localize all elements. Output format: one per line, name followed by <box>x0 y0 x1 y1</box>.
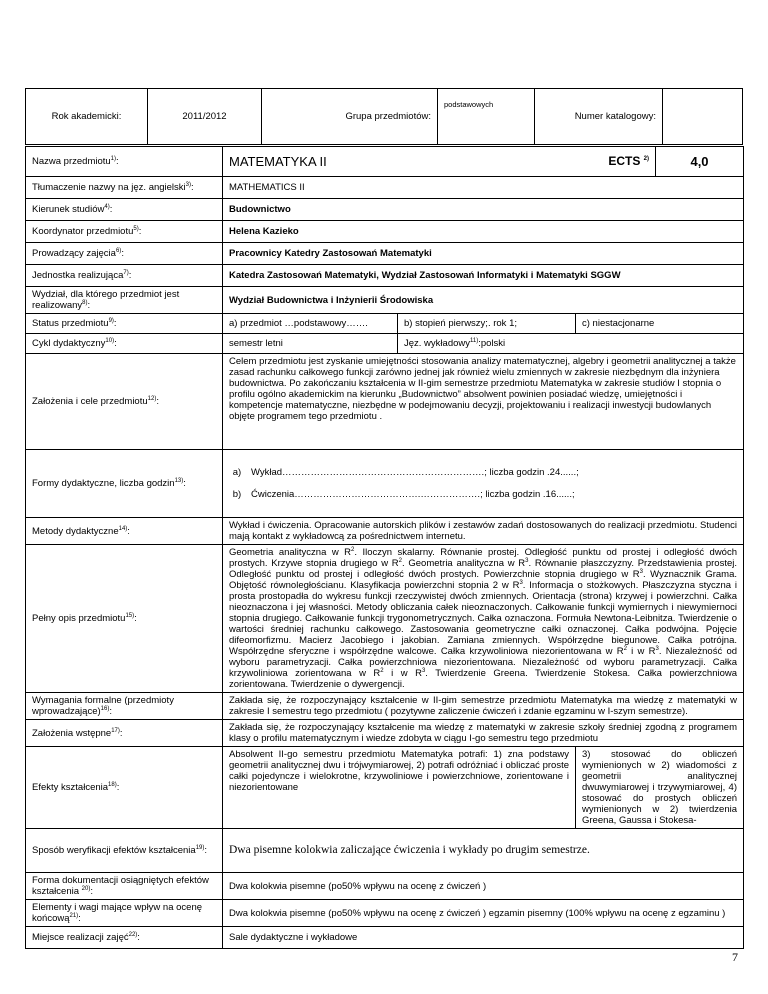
header-table <box>25 88 743 145</box>
row-efekty <box>26 747 744 829</box>
elementy-label: Elementy i wagi mające wpływ na ocenę końcową$^{21)}$: <box>26 900 223 927</box>
row-jednostka <box>26 265 744 287</box>
metody-label: Metody dydaktyczne$^{14)}$: <box>26 518 223 545</box>
elementy-value: Dwa kolokwia pisemne (po50% wpływu na ocenę z ćwiczeń ) egzamin pisemny (100% wpływu na ocenę z egzaminu ) <box>223 900 744 927</box>
row-wydzial <box>26 287 744 314</box>
prowadzacy-label: Prowadzący zajęcia$^{6)}$: <box>26 243 223 265</box>
row-prowadzacy <box>26 243 744 265</box>
page-number: 7 <box>732 950 738 964</box>
wydzial-label: Wydział, dla którego przedmiot jest realizowany$^{8)}$: <box>26 287 223 314</box>
row-metody <box>26 518 744 545</box>
sposob-value: Dwa pisemne kolokwia zaliczające ćwiczenia i wykłady po drugim semestrze. <box>223 829 744 873</box>
status-c: c) niestacjonarne <box>576 314 744 334</box>
row-nazwa <box>26 147 744 177</box>
numer-label-cell <box>535 89 663 145</box>
grupa-label-cell <box>262 89 438 145</box>
row-zalozenia-wstepne <box>26 720 744 747</box>
numer-label: Numer katalogowy: <box>574 111 656 122</box>
sposob-label: Sposób weryfikacji efektów kształcenia$^{19)}$: <box>26 829 223 873</box>
opis-label: Pełny opis przedmiotu$^{15)}$: <box>26 545 223 693</box>
formy-label: Formy dydaktyczne, liczba godzin$^{13)}$: <box>26 450 223 518</box>
rok-value-cell <box>148 89 262 145</box>
row-status <box>26 314 744 334</box>
formy-a-text: Wykład……………………………………………………….; liczba godzin .24......; <box>251 467 579 478</box>
numer-value-cell <box>663 89 743 145</box>
row-wymagania <box>26 693 744 720</box>
cykl-a: semestr letni <box>223 334 398 354</box>
row-zalozenia-cele <box>26 354 744 450</box>
zalozenia-cele-label: Założenia i cele przedmiotu$^{12)}$: <box>26 354 223 450</box>
forma-dok-value: Dwa kolokwia pisemne (po50% wpływu na ocenę z ćwiczeń ) <box>223 873 744 900</box>
row-koordynator <box>26 221 744 243</box>
jednostka-value: Katedra Zastosowań Matematyki, Wydział Zastosowań Informatyki i Matematyki SGGW <box>223 265 744 287</box>
rok-label: Rok akademicki: <box>51 111 122 122</box>
opis-value: Geometria analityczna w $R^2$. Iloczyn skalarny. Równanie prostej. Odległość punktu od prostej i odległość dwóch prostych. Krzywe stopnia drugiego w $R^2$. Geometria analityczna w $R^3$. Równanie płaszczyzny. Przedstawienia prostej. Odległość punktu od prostej i odległość dwóch prostych. Powierzchnie stopnia drugiego w $R^3$. Wyznacznik Grama. Objętość równoległościanu. Klasyfikacja powierzchni stopnia 2 w $R^3$. Informacja o stożkowych. Płaszczyzna styczna i prosta prostopadła do wykresu funkcji rzeczywistej dwóch zmiennych. Orientacja (strona) krzywej i powierzchni. Całka nieoznaczona i jej własności. Metody obliczania całek nieoznaczonych. Całkowanie funkcji wymiernych i niewymiernoci stopnia drugiego. Całkowanie funkcji trygonometrycznych. Całka oznaczona. Formuła Newtona-Leibnitza. Twierdzenie o wartości średniej rachunku całkowego. Zastosowania geometryczne całki oznaczonej. Całka podwójna. Pojęcie difeomorfizmu. Macierz Jacobiego i jakobian. Zamiana zmiennych. Współrzędne biegunowe. Całka potrójna. Współrzędne sferyczne i współrzędne walcowe. Całka krzywoliniowa niezorientowana w $R^2$ i w $R^3$. Niezależność od wyboru parametryzacji. Całka powierzchniowa niezorientowana. Niezależność od wyboru parametryzacji. Całka krzywoliniowa zorientowana w $R^2$ i w $R^3$. Twierdzenie Greena. Twierdzenie Stokesa. Całka powierzchniowa zorientowana. Twierdzenie o dywergencji. <box>223 545 744 693</box>
metody-value: Wykład i ćwiczenia. Opracowanie autorskich plików i zestawów zadań dostosowanych do realizacji przedmiotu. Studenci mają kontakt z wykładowcą za pośrednictwem internetu. <box>223 518 744 545</box>
row-forma-dok <box>26 873 744 900</box>
cykl-b: Jęz. wykładowy$^{11)}$:polski <box>398 334 744 354</box>
grupa-value: podstawowych <box>444 100 494 109</box>
status-label: Status przedmiotu$^{9)}$: <box>26 314 223 334</box>
koordynator-label: Koordynator przedmiotu$^{5)}$: <box>26 221 223 243</box>
wymagania-label: Wymagania formalne (przedmioty wprowadzające)$^{16)}$: <box>26 693 223 720</box>
rok-value: 2011/2012 <box>182 111 227 122</box>
nazwa-value: MATEMATYKA II ECTS $^{2)}$ <box>223 147 656 177</box>
kierunek-value: Budownictwo <box>223 199 744 221</box>
main-table <box>25 146 744 949</box>
kierunek-label: Kierunek studiów$^{4)}$: <box>26 199 223 221</box>
row-formy <box>26 450 744 518</box>
ects-value: 4,0 <box>656 147 744 177</box>
zalozenia-wstepne-label: Założenia wstępne$^{17)}$: <box>26 720 223 747</box>
efekty-left: Absolwent II-go semestru przedmiotu Matematyka potrafi: 1) zna podstawy geometrii analitycznej dwu i trójwymiarowej, 2) potrafi odróżniać i obliczać proste całki pojedyncze i wielokrotne, krzywoliniowe i powierzchniowe, zorientowane i niezorientowane <box>223 747 576 829</box>
prowadzacy-value: Pracownicy Katedry Zastosowań Matematyki <box>223 243 744 265</box>
formy-a-letter: a) <box>232 467 242 478</box>
koordynator-value: Helena Kazieko <box>223 221 744 243</box>
formy-b-letter: b) <box>232 489 242 500</box>
efekty-right: 3) stosować do obliczeń wymienionych w 2) wiadomości z geometrii analitycznej dwuwymiarowej i trzywymiarowej, 4) stosować do prostych obliczeń wymienionych w 2) twierdzenia Greena, Gaussa i Stokesa- <box>576 747 744 829</box>
nazwa-label: Nazwa przedmiotu$^{1)}$: <box>26 147 223 177</box>
ects-label: ECTS $^{2)}$ <box>608 154 650 168</box>
miejsce-label: Miejsce realizacji zajęć$^{22)}$: <box>26 927 223 949</box>
cykl-label: Cykl dydaktyczny$^{10)}$: <box>26 334 223 354</box>
zalozenia-wstepne-value: Zakłada się, że rozpoczynający kształcenie ma wiedzę z matematyki w zakresie szkoły średniej zgodną z programem klasy o profilu matematycznym i wiedze zdobyta w ciągu I-go semestru tego przedmiotu <box>223 720 744 747</box>
efekty-label: Efekty kształcenia$^{18)}$: <box>26 747 223 829</box>
grupa-value-cell <box>438 89 535 145</box>
tlumaczenie-value: MATHEMATICS II <box>223 177 744 199</box>
row-kierunek <box>26 199 744 221</box>
wydzial-value: Wydział Budownictwa i Inżynierii Środowiska <box>223 287 744 314</box>
row-tlumaczenie <box>26 177 744 199</box>
status-a: a) przedmiot …podstawowy……. <box>223 314 398 334</box>
row-sposob <box>26 829 744 873</box>
forma-dok-label: Forma dokumentacji osiągniętych efektów kształcenia $^{20)}$: <box>26 873 223 900</box>
row-opis <box>26 545 744 693</box>
formy-value <box>223 450 744 518</box>
grupa-label: Grupa przedmiotów: <box>345 111 431 122</box>
row-cykl <box>26 334 744 354</box>
tlumaczenie-label: Tłumaczenie nazwy na jęz. angielski$^{3)}$: <box>26 177 223 199</box>
formy-b-text: Ćwiczenia………………………………….……………….; liczba godzin .16......; <box>251 489 575 500</box>
jednostka-label: Jednostka realizująca$^{7)}$: <box>26 265 223 287</box>
miejsce-value: Sale dydaktyczne i wykładowe <box>223 927 744 949</box>
row-elementy <box>26 900 744 927</box>
status-b: b) stopień pierwszy;. rok 1; <box>398 314 576 334</box>
row-miejsce <box>26 927 744 949</box>
zalozenia-cele-value: Celem przedmiotu jest zyskanie umiejętności stosowania analizy matematycznej, algebry i geometrii analitycznej a także zasad rachunku całkowego funkcji zarówno jednej jak również wielu zmiennych w zakresie niezbędnym dla inżyniera budownictwa. Po zakończaniu kształcenia w II-gim semestrze przedmiotu Matematyka w zakresie studiów I stopnia o profilu ogólno akademickim na kierunku „Budownictwo” absolwent powinien posiadać wiedzę, umiejętności i kompetencje matematyczne, niezbędne w podejmowaniu decyzji, projektowaniu i realizacji inwestycji budowlanych objęte programem tego przedmiotu . <box>223 354 744 450</box>
wymagania-value: Zakłada się, że rozpoczynający kształcenie w II-gim semestrze przedmiotu Matematyka ma wiedzę z matematyki w zakresie I semestru tego przedmiotu ( pozytywne zaliczenie ćwiczeń i zdanie egzaminu w I-szym semestrze). <box>223 693 744 720</box>
rok-label-cell <box>26 89 148 145</box>
